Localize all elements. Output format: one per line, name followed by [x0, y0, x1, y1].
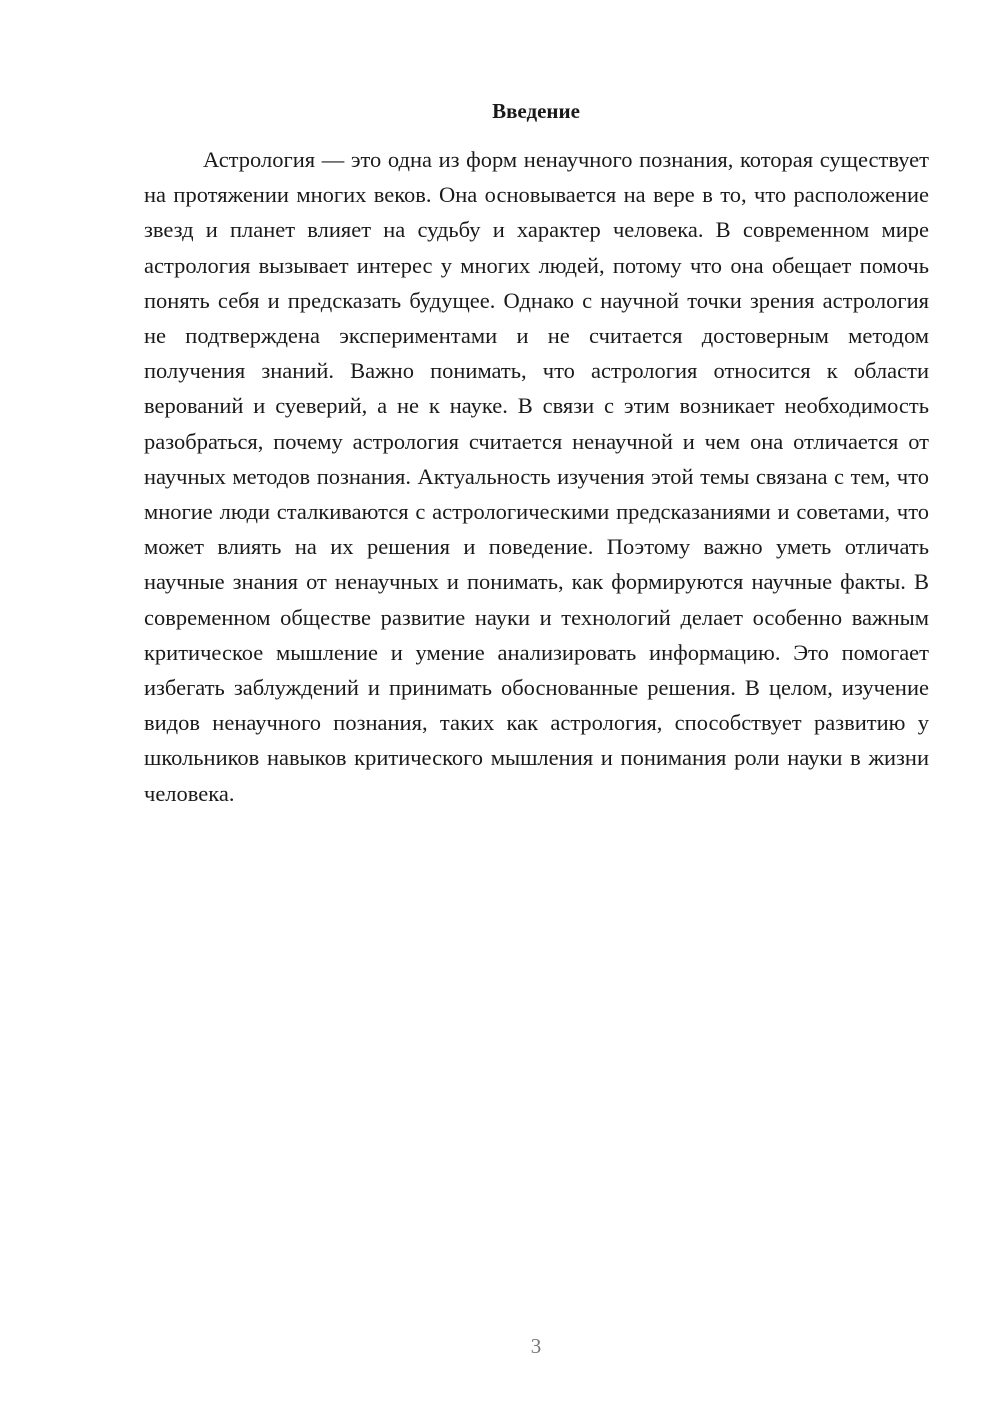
page-number: 3	[530, 1334, 542, 1358]
introduction-paragraph: Астрология — это одна из форм ненаучного познания, которая существует на протяжении многих веков. Она основывается на вере в то, что расположение звезд и планет влияет на судьбу и характер человека. В современном мире астрология вызывает интерес у многих людей, потому что она обещает помочь понять себя и предсказать будущее. Однако с научной точки зрения астрология не подтверждена экспериментами и не считается достоверным методом получения знаний. Важно понимать, что астрология относится к области верований и суеверий, а не к науке. В связи с этим возникает необходимость разобраться, почему астрология считается ненаучной и чем она отличается от научных методов познания. Актуальность изучения этой темы связана с тем, что многие люди сталкиваются с астрологическими предсказаниями и советами, что может влиять на их решения и поведение. Поэтому важно уметь отличать научные знания от ненаучных и понимать, как формируются научные факты. В современном обществе развитие науки и технологий делает особенно важным критическое мышление и умение анализировать информацию. Это помогает избегать заблуждений и принимать обоснованные решения. В целом, изучение видов ненаучного познания, таких как астрология, способствует развитию у школьников навыков критического мышления и понимания роли науки в жизни человека.	[144, 147, 929, 806]
section-heading: Введение	[492, 99, 580, 123]
